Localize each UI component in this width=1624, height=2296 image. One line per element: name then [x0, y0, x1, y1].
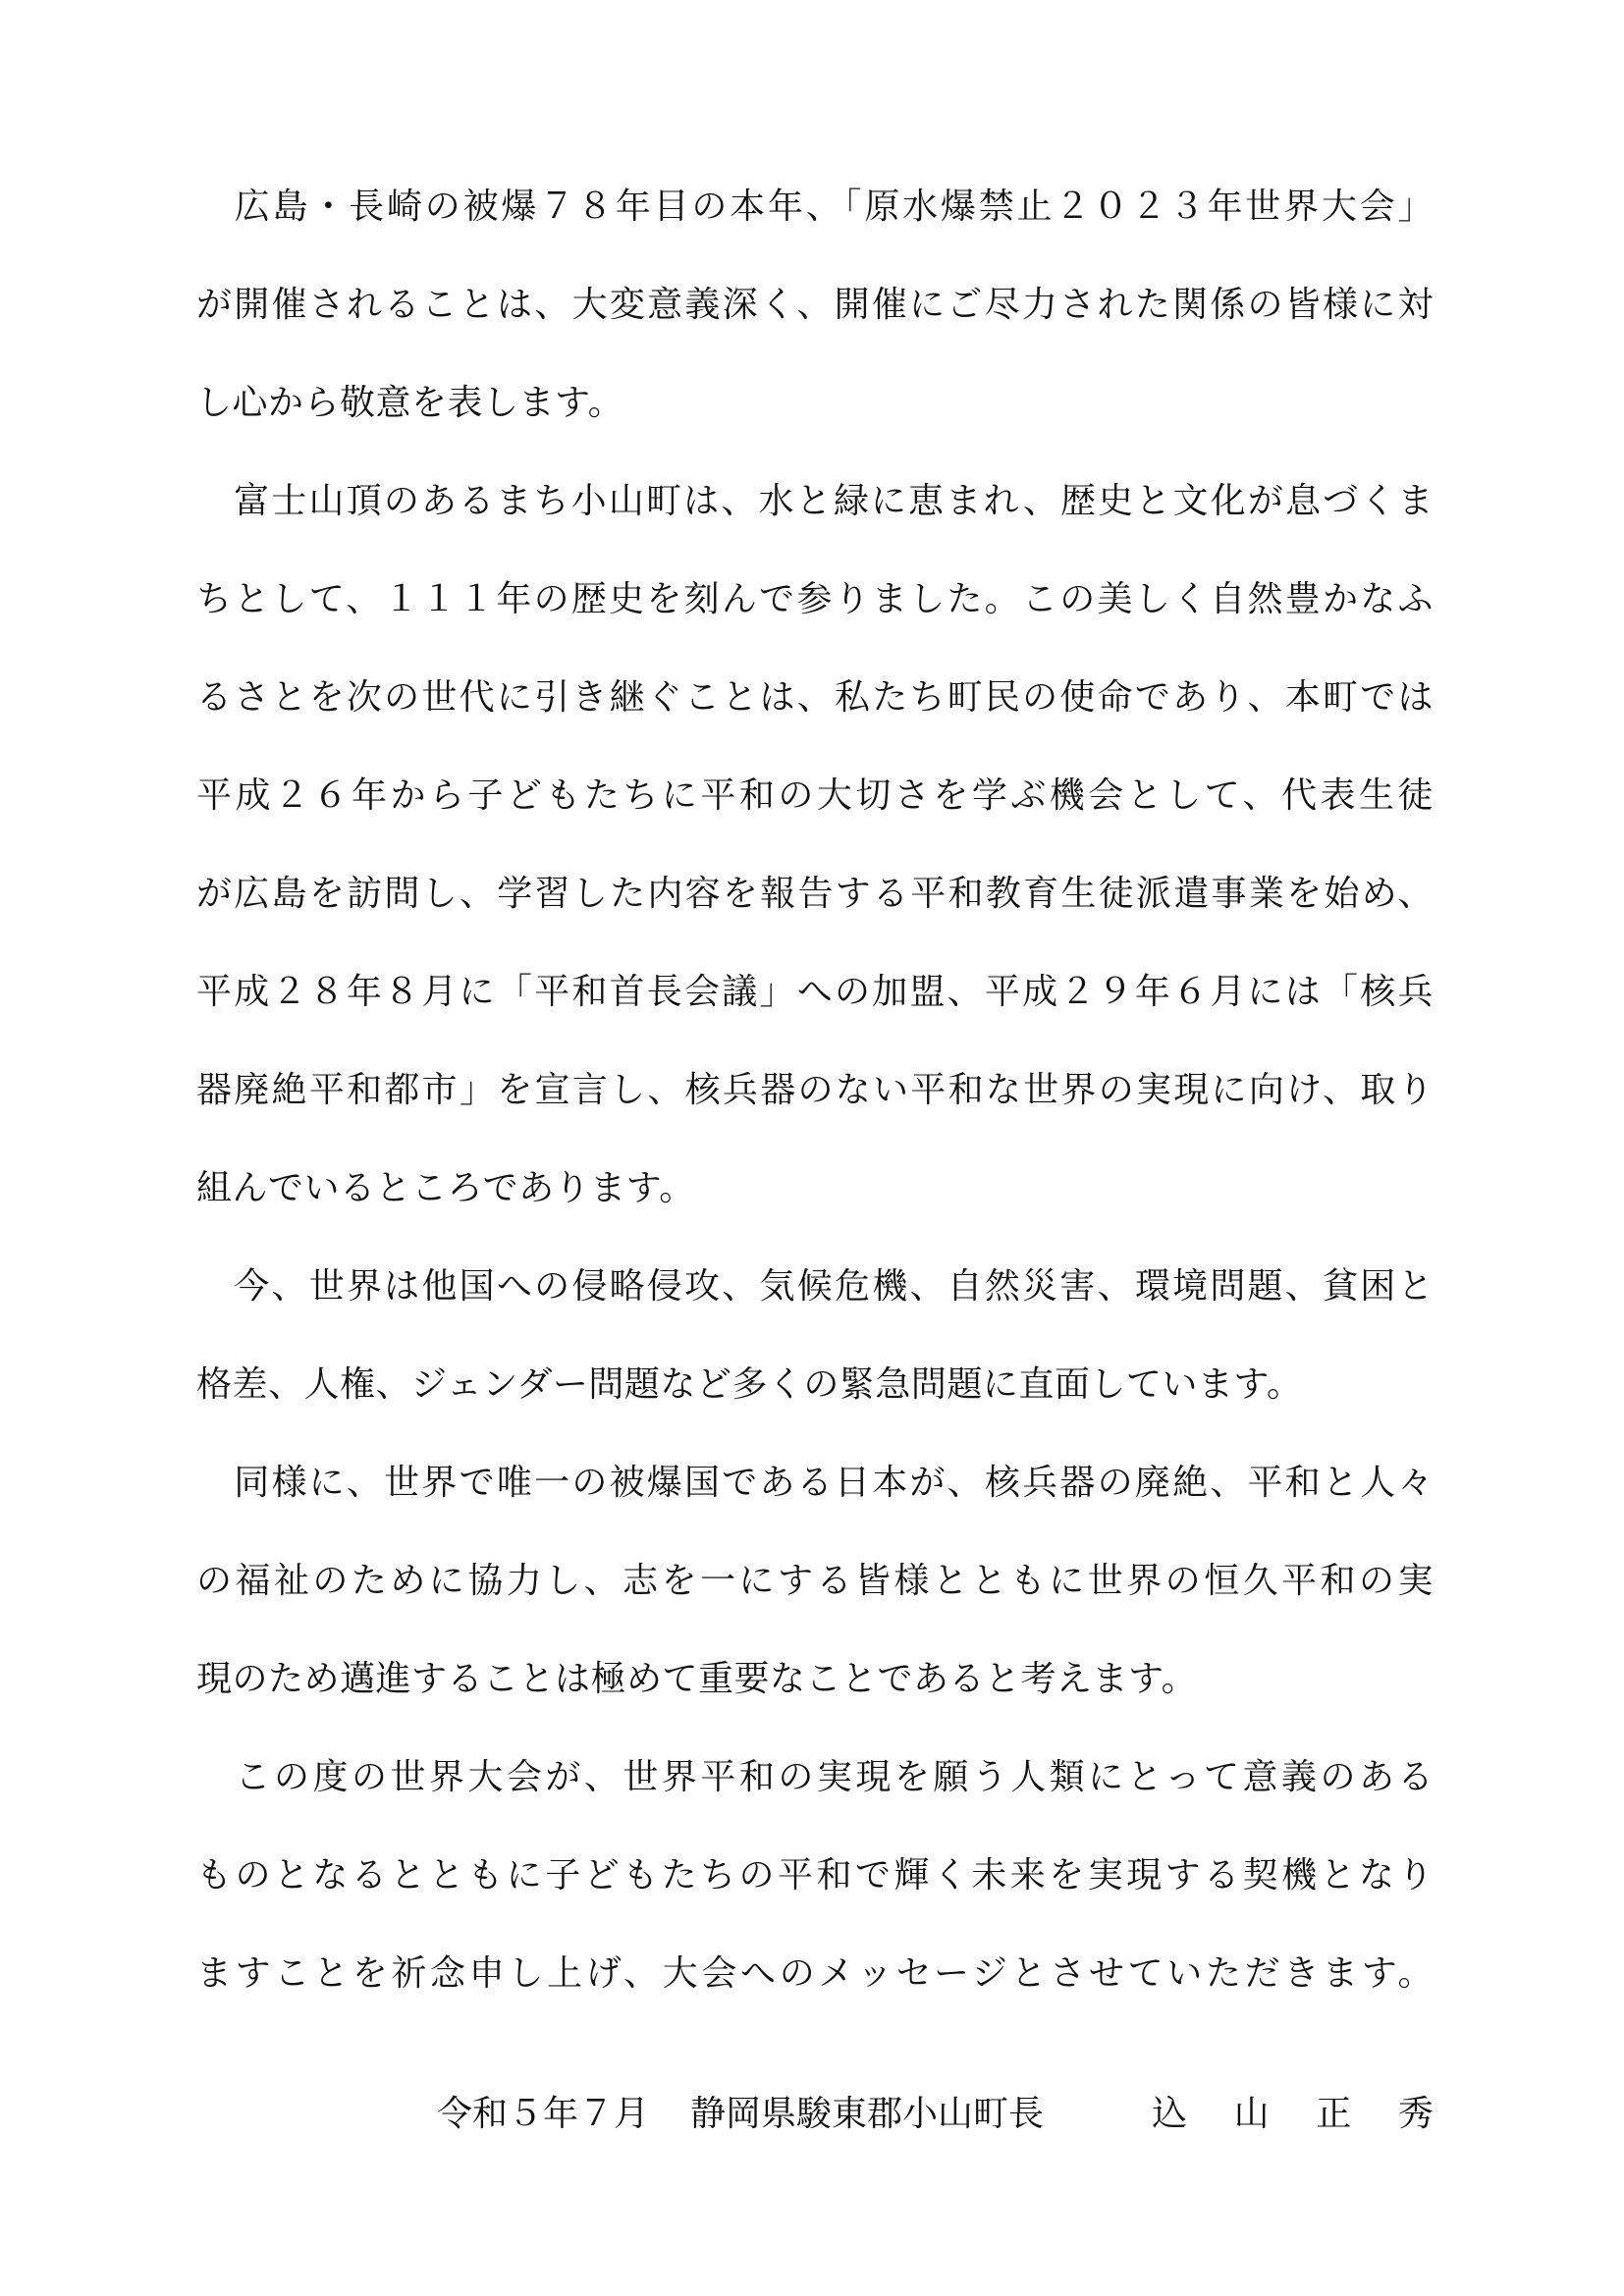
- text-line: 今、世界は他国への侵略侵攻、気候危機、自然災害、環境問題、貧困と: [196, 1266, 1434, 1307]
- text-line: 現のため邁進することは極めて重要なことであると考えます。: [196, 1659, 1198, 1699]
- text-line: この度の世界大会が、世界平和の実現を願う人類にとって意義のある: [196, 1757, 1434, 1797]
- signature-line: [437, 2076, 1434, 2145]
- text-line: 平成２６年から子どもたちに平和の大切さを学ぶ機会として、代表生徒: [196, 775, 1434, 816]
- signature-name-char: 正: [1316, 2093, 1352, 2134]
- signature-name: [1152, 2086, 1434, 2136]
- text-line: ますことを祈念申し上げ、大会へのメッセージとさせていただきます。: [196, 1953, 1434, 1994]
- text-line: 格差、人権、ジェンダー問題など多くの緊急問題に直面しています。: [196, 1364, 1303, 1405]
- text-line: が広島を訪問し、学習した内容を報告する平和教育生徒派遣事業を始め、: [196, 874, 1434, 914]
- text-line: るさとを次の世代に引き継ぐことは、私たち町民の使命であり、本町では: [196, 677, 1434, 718]
- signature-title: 静岡県駿東郡小山町長: [690, 2093, 1045, 2134]
- text-line: 器廃絶平和都市」を宣言し、核兵器のない平和な世界の実現に向け、取り: [196, 1070, 1434, 1110]
- text-line: ちとして、１１１年の歴史を刻んで参りました。この美しく自然豊かなふ: [196, 579, 1434, 619]
- text-line: 広島・長崎の被爆７８年目の本年、「原水爆禁止２０２３年世界大会」: [196, 187, 1434, 227]
- text-line: 同様に、世界で唯一の被爆国である日本が、核兵器の廃絶、平和と人々: [196, 1463, 1434, 1503]
- text-line: し心から敬意を表します。: [196, 383, 624, 423]
- text-line: が開催されることは、大変意義深く、開催にご尽力された関係の皆様に対: [196, 285, 1434, 325]
- text-line: の福祉のために協力し、志を一にする皆様とともに世界の恒久平和の実: [196, 1561, 1434, 1601]
- text-line: ものとなるとともに子どもたちの平和で輝く未来を実現する契機となり: [196, 1855, 1434, 1896]
- text-line: 平成２８年８月に「平和首長会議」への加盟、平成２９年６月には「核兵: [196, 972, 1434, 1012]
- message-body: [196, 177, 1434, 2042]
- signature-name-char: 秀: [1397, 2093, 1434, 2134]
- text-line: 富士山頂のあるまち小山町は、水と緑に恵まれ、歴史と文化が息づくま: [196, 481, 1434, 521]
- text-line: 組んでいるところであります。: [196, 1168, 695, 1208]
- signature-date: 令和５年７月: [437, 2093, 650, 2134]
- signature-name-char: 込: [1152, 2093, 1188, 2134]
- signature-name-char: 山: [1233, 2093, 1270, 2134]
